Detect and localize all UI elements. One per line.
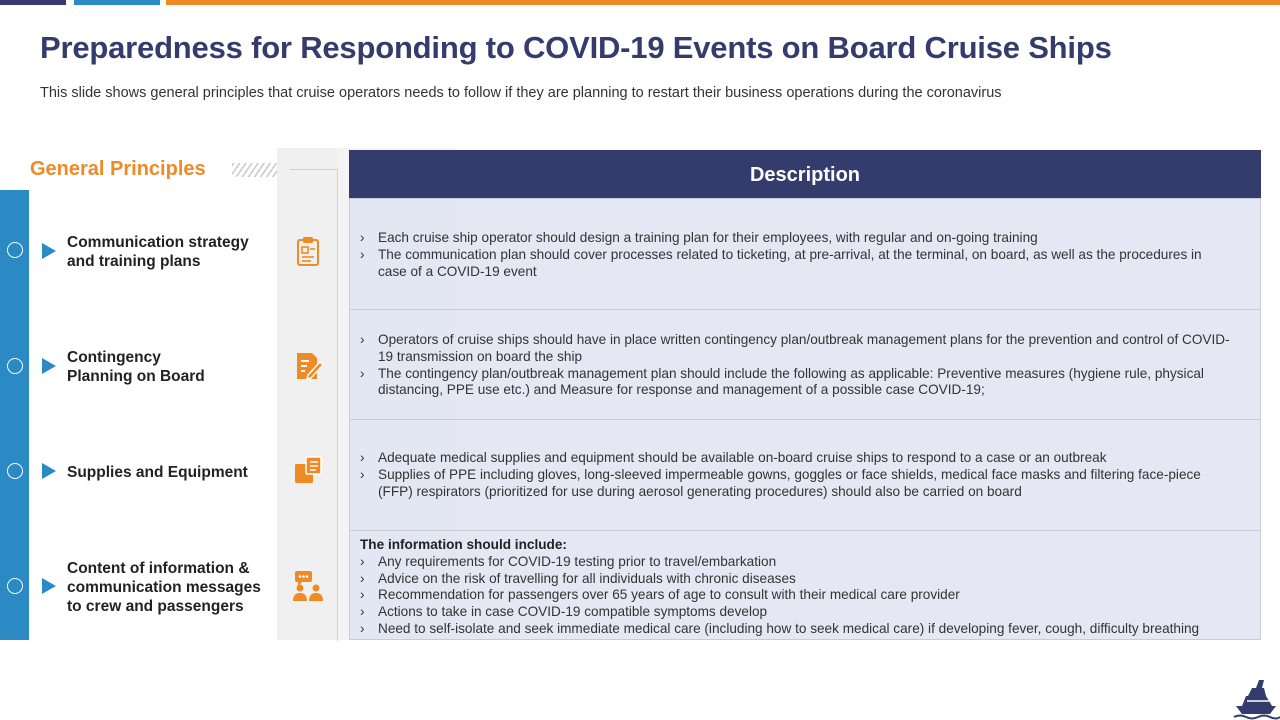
play-arrow-icon <box>42 358 56 374</box>
bullet-item <box>360 230 1232 247</box>
top-accent-bar-blue <box>74 0 160 5</box>
top-accent-bar-orange <box>166 0 1280 5</box>
description-text <box>360 230 1232 280</box>
bullet-text: Advice on the risk of travelling for all individuals with chronic diseases <box>378 570 796 586</box>
bullet-item <box>360 332 1232 366</box>
slide-title: Preparedness for Responding to COVID-19 Events on Board Cruise Ships <box>40 30 1112 65</box>
chevron-right-icon: › <box>360 553 365 569</box>
bullet-text: Operators of cruise ships should have in place written contingency plan/outbreak management plans for the prevention and control of COVID-19 transmission on board the ship <box>378 332 1230 364</box>
description-text <box>360 450 1232 500</box>
chevron-right-icon: › <box>360 450 365 465</box>
principle-label <box>67 559 261 616</box>
clipboard-icon <box>292 235 324 267</box>
bullet-item <box>360 467 1232 501</box>
principle-label-line: Contingency <box>67 349 161 366</box>
bullet-item <box>360 604 1232 621</box>
top-accent-bar-navy <box>0 0 66 5</box>
principle-label <box>67 233 249 271</box>
bullet-item <box>360 450 1232 467</box>
description-row-4 <box>349 530 1261 640</box>
description-header: Description <box>349 150 1261 198</box>
bullet-text: The contingency plan/outbreak management plan should include the following as applicable: Preventive measures (hygiene rule, physical distancing, PPE use etc.) and Measure for response and management of a possible case COVID-19; <box>378 365 1204 398</box>
play-arrow-icon <box>42 463 56 479</box>
chevron-right-icon: › <box>360 466 365 482</box>
supplies-icon <box>292 454 324 486</box>
people-chat-icon <box>292 570 324 602</box>
slide-subtitle: This slide shows general principles that cruise operators needs to follow if they are planning to restart their business operations during the coronavirus <box>40 85 1002 101</box>
step-circle-icon <box>7 463 23 479</box>
step-circle-icon <box>7 242 23 258</box>
bullet-text: Any requirements for COVID-19 testing prior to travel/embarkation <box>378 553 777 569</box>
principle-label-line: and training plans <box>67 253 201 270</box>
chevron-right-icon: › <box>360 620 365 636</box>
bullet-text: Need to self-isolate and seek immediate medical care (including how to seek medical care) if developing fever, cough, difficulty breathing <box>378 620 1200 636</box>
bullet-text: Adequate medical supplies and equipment should be available on-board cruise ships to respond to a case or an outbreak <box>378 450 1107 465</box>
info-lead: The information should include: <box>360 537 567 552</box>
chevron-right-icon: › <box>360 587 365 603</box>
bullet-text: Each cruise ship operator should design a training plan for their employees, with regular and on-going training <box>378 230 1038 245</box>
description-table <box>349 150 1261 640</box>
description-row-2 <box>349 309 1261 420</box>
step-circle-icon <box>7 358 23 374</box>
principle-label-line: Supplies and Equipment <box>67 464 248 481</box>
description-text <box>360 332 1232 399</box>
bullet-text: The communication plan should cover processes related to ticketing, at pre-arrival, at the terminal, on board, as well as the procedures in case of a COVID-19 event <box>378 246 1202 279</box>
principles-heading: General Principles <box>30 158 206 180</box>
description-row-3 <box>349 419 1261 531</box>
play-arrow-icon <box>42 243 56 259</box>
principle-label-line: to crew and passengers <box>67 598 244 615</box>
bullet-item <box>360 571 1232 588</box>
bullet-item <box>360 587 1232 604</box>
bullet-item <box>360 621 1232 638</box>
bullet-text: Actions to take in case COVID-19 compatible symptoms develop <box>378 604 768 620</box>
chevron-right-icon: › <box>360 365 365 381</box>
description-text <box>360 537 1232 638</box>
bullet-item <box>360 366 1232 400</box>
bullet-text: Recommendation for passengers over 65 years of age to consult with their medical care provider <box>378 587 960 603</box>
step-circle-icon <box>7 578 23 594</box>
chevron-right-icon: › <box>360 570 365 586</box>
chevron-right-icon: › <box>360 604 365 620</box>
principle-label-line: Planning on Board <box>67 368 205 385</box>
bullet-item <box>360 554 1232 571</box>
principle-label-line: Content of information & <box>67 560 250 577</box>
principle-label <box>67 463 248 482</box>
bullet-text: Supplies of PPE including gloves, long-sleeved impermeable gowns, goggles or face shields, medical face masks and filtering face-piece (FFP) respirators (prioritized for use during aerosol generating procedures) should also be carried on board <box>378 466 1201 499</box>
chevron-right-icon: › <box>360 332 365 347</box>
principle-label-line: Communication strategy <box>67 234 249 251</box>
play-arrow-icon <box>42 578 56 594</box>
bullet-item <box>360 247 1232 281</box>
principle-label <box>67 348 205 386</box>
principle-label-line: communication messages <box>67 579 261 596</box>
edit-document-icon <box>292 350 324 382</box>
chevron-right-icon: › <box>360 246 365 262</box>
description-row-1 <box>349 198 1261 310</box>
chevron-right-icon: › <box>360 230 365 245</box>
cruise-ship-logo-icon <box>1232 676 1280 720</box>
